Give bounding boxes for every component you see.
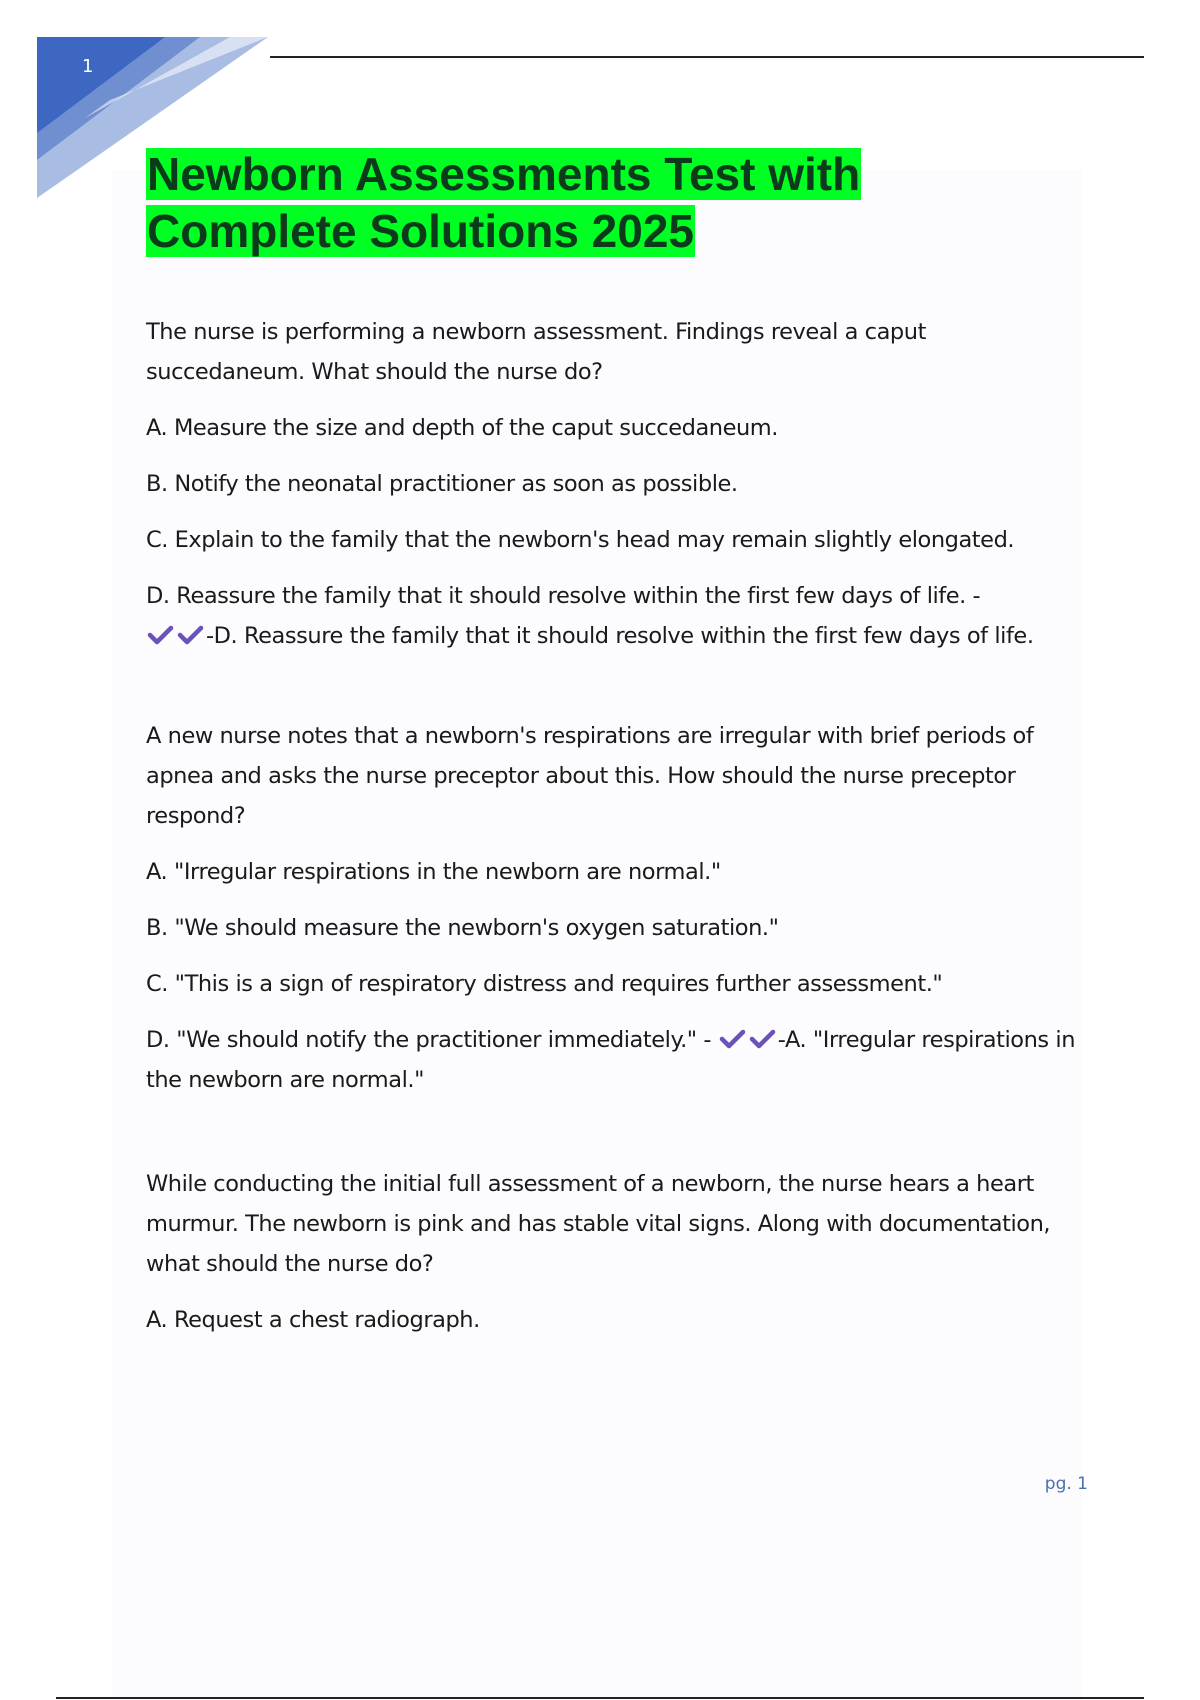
check-icon [748, 1027, 778, 1051]
footer-rule [56, 1697, 1144, 1699]
check-icon [718, 1027, 748, 1051]
page-number: 1 [82, 56, 94, 77]
answer-option: A. Request a chest radiograph. [146, 1307, 480, 1333]
answer-line [146, 1020, 1090, 1100]
title-line-2: Complete Solutions 2025 [147, 205, 695, 257]
question-list [146, 312, 1090, 1340]
answer-option: A. Measure the size and depth of the caput succedaneum. [146, 415, 778, 441]
last-option: D. Reassure the family that it should resolve within the first few days of life. - [146, 583, 981, 609]
answer-option: C. Explain to the family that the newborn's head may remain slightly elongated. [146, 527, 1015, 553]
answer-option: B. "We should measure the newborn's oxygen saturation." [146, 915, 779, 941]
answer-option: B. Notify the neonatal practitioner as soon as possible. [146, 471, 738, 497]
correct-answer: -A. "Irregular respirations in the newborn are normal." [146, 1027, 1076, 1093]
answer-option: A. "Irregular respirations in the newborn are normal." [146, 859, 721, 885]
question-stem: While conducting the initial full assessment of a newborn, the nurse hears a heart murmur. The newborn is pink and has stable vital signs. Along with documentation, what should the nurse do? [146, 1171, 1051, 1277]
question-1 [146, 312, 1090, 656]
footer-page-label: pg. 1 [1044, 1474, 1088, 1494]
answer-line [146, 576, 1090, 656]
check-icon [176, 623, 206, 647]
last-option: D. "We should notify the practitioner immediately." - [146, 1027, 712, 1053]
check-icon [146, 623, 176, 647]
question-stem: A new nurse notes that a newborn's respirations are irregular with brief periods of apnea and asks the nurse preceptor about this. How should the nurse preceptor respond? [146, 723, 1034, 829]
question-2 [146, 716, 1090, 1100]
question-3 [146, 1164, 1090, 1340]
question-stem: The nurse is performing a newborn assessment. Findings reveal a caput succedaneum. What should the nurse do? [146, 319, 926, 385]
answer-option: C. "This is a sign of respiratory distress and requires further assessment." [146, 971, 943, 997]
title-line-1: Newborn Assessments Test with [147, 148, 861, 200]
correct-answer: -D. Reassure the family that it should resolve within the first few days of life. [206, 623, 1034, 649]
document-title [146, 146, 966, 260]
header-rule [270, 56, 1144, 58]
